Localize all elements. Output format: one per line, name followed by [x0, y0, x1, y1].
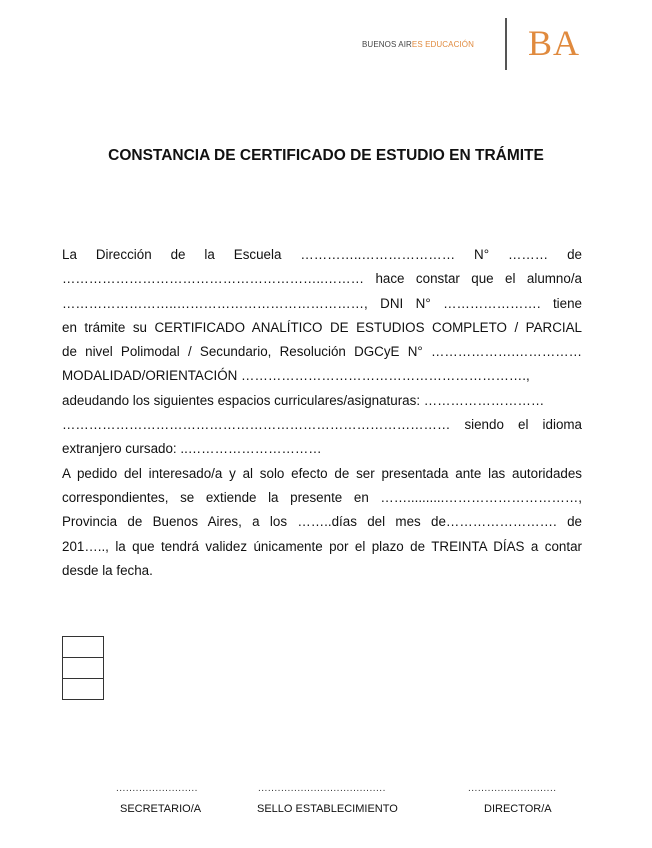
- body-line: MODALIDAD/ORIENTACIÓN ……………………………………………………….,: [62, 368, 530, 384]
- body-line: 201….., la que tendrá validez únicamente por el plazo de TREINTA DÍAS a contar: [62, 538, 582, 554]
- signature-label-sello: SELLO ESTABLECIMIENTO: [257, 803, 398, 815]
- signature-line-director: ...........................: [468, 783, 557, 794]
- logo-text-accent: ES EDUCACIÓN: [411, 40, 475, 49]
- body-line: adeudando los siguientes espacios curriculares/asignaturas: ………………………: [62, 392, 545, 408]
- body-line: de nivel Polimodal / Secundario, Resolución DGCyE N° ……………….……………: [62, 344, 582, 360]
- signature-line-sello: .......................................: [258, 783, 386, 794]
- logo-text-main: BUENOS AIR: [362, 40, 412, 49]
- body-line: ……………………..……………………………………, DNI N° …………………. tiene: [62, 295, 582, 311]
- logo-divider: [505, 18, 507, 70]
- logo-initials: BA: [528, 23, 581, 63]
- body-line: Provincia de Buenos Aires, a los ……..días del mes de……………………. de: [62, 514, 582, 530]
- check-box-cell: [63, 679, 103, 700]
- body-line: desde la fecha.: [62, 562, 153, 578]
- check-box-grid: [62, 636, 104, 700]
- signature-label-director: DIRECTOR/A: [484, 803, 552, 815]
- body-line: correspondientes, se extiende la presente en ……..........…………………………,: [62, 489, 582, 505]
- document-body: [62, 243, 582, 583]
- check-box-cell: [63, 658, 103, 679]
- body-line: …………………………………………………..……… hace constar que el alumno/a: [62, 271, 582, 287]
- document-title: CONSTANCIA DE CERTIFICADO DE ESTUDIO EN TRÁMITE: [108, 147, 544, 164]
- signature-label-secretario: SECRETARIO/A: [120, 803, 202, 815]
- body-line: extranjero cursado: ..…………………………: [62, 441, 322, 457]
- body-line: en trámite su CERTIFICADO ANALÍTICO DE ESTUDIOS COMPLETO / PARCIAL: [62, 319, 582, 335]
- logo-text: [362, 40, 474, 49]
- body-line: La Dirección de la Escuela …………..………………… N° ……… de: [62, 247, 582, 262]
- check-box-cell: [63, 637, 103, 658]
- signature-line-secretario: .........................: [116, 783, 198, 794]
- body-line: A pedido del interesado/a y al solo efecto de ser presentada ante las autoridades: [62, 465, 582, 481]
- body-line: …………………………………………………………………………… siendo el idioma: [62, 417, 582, 433]
